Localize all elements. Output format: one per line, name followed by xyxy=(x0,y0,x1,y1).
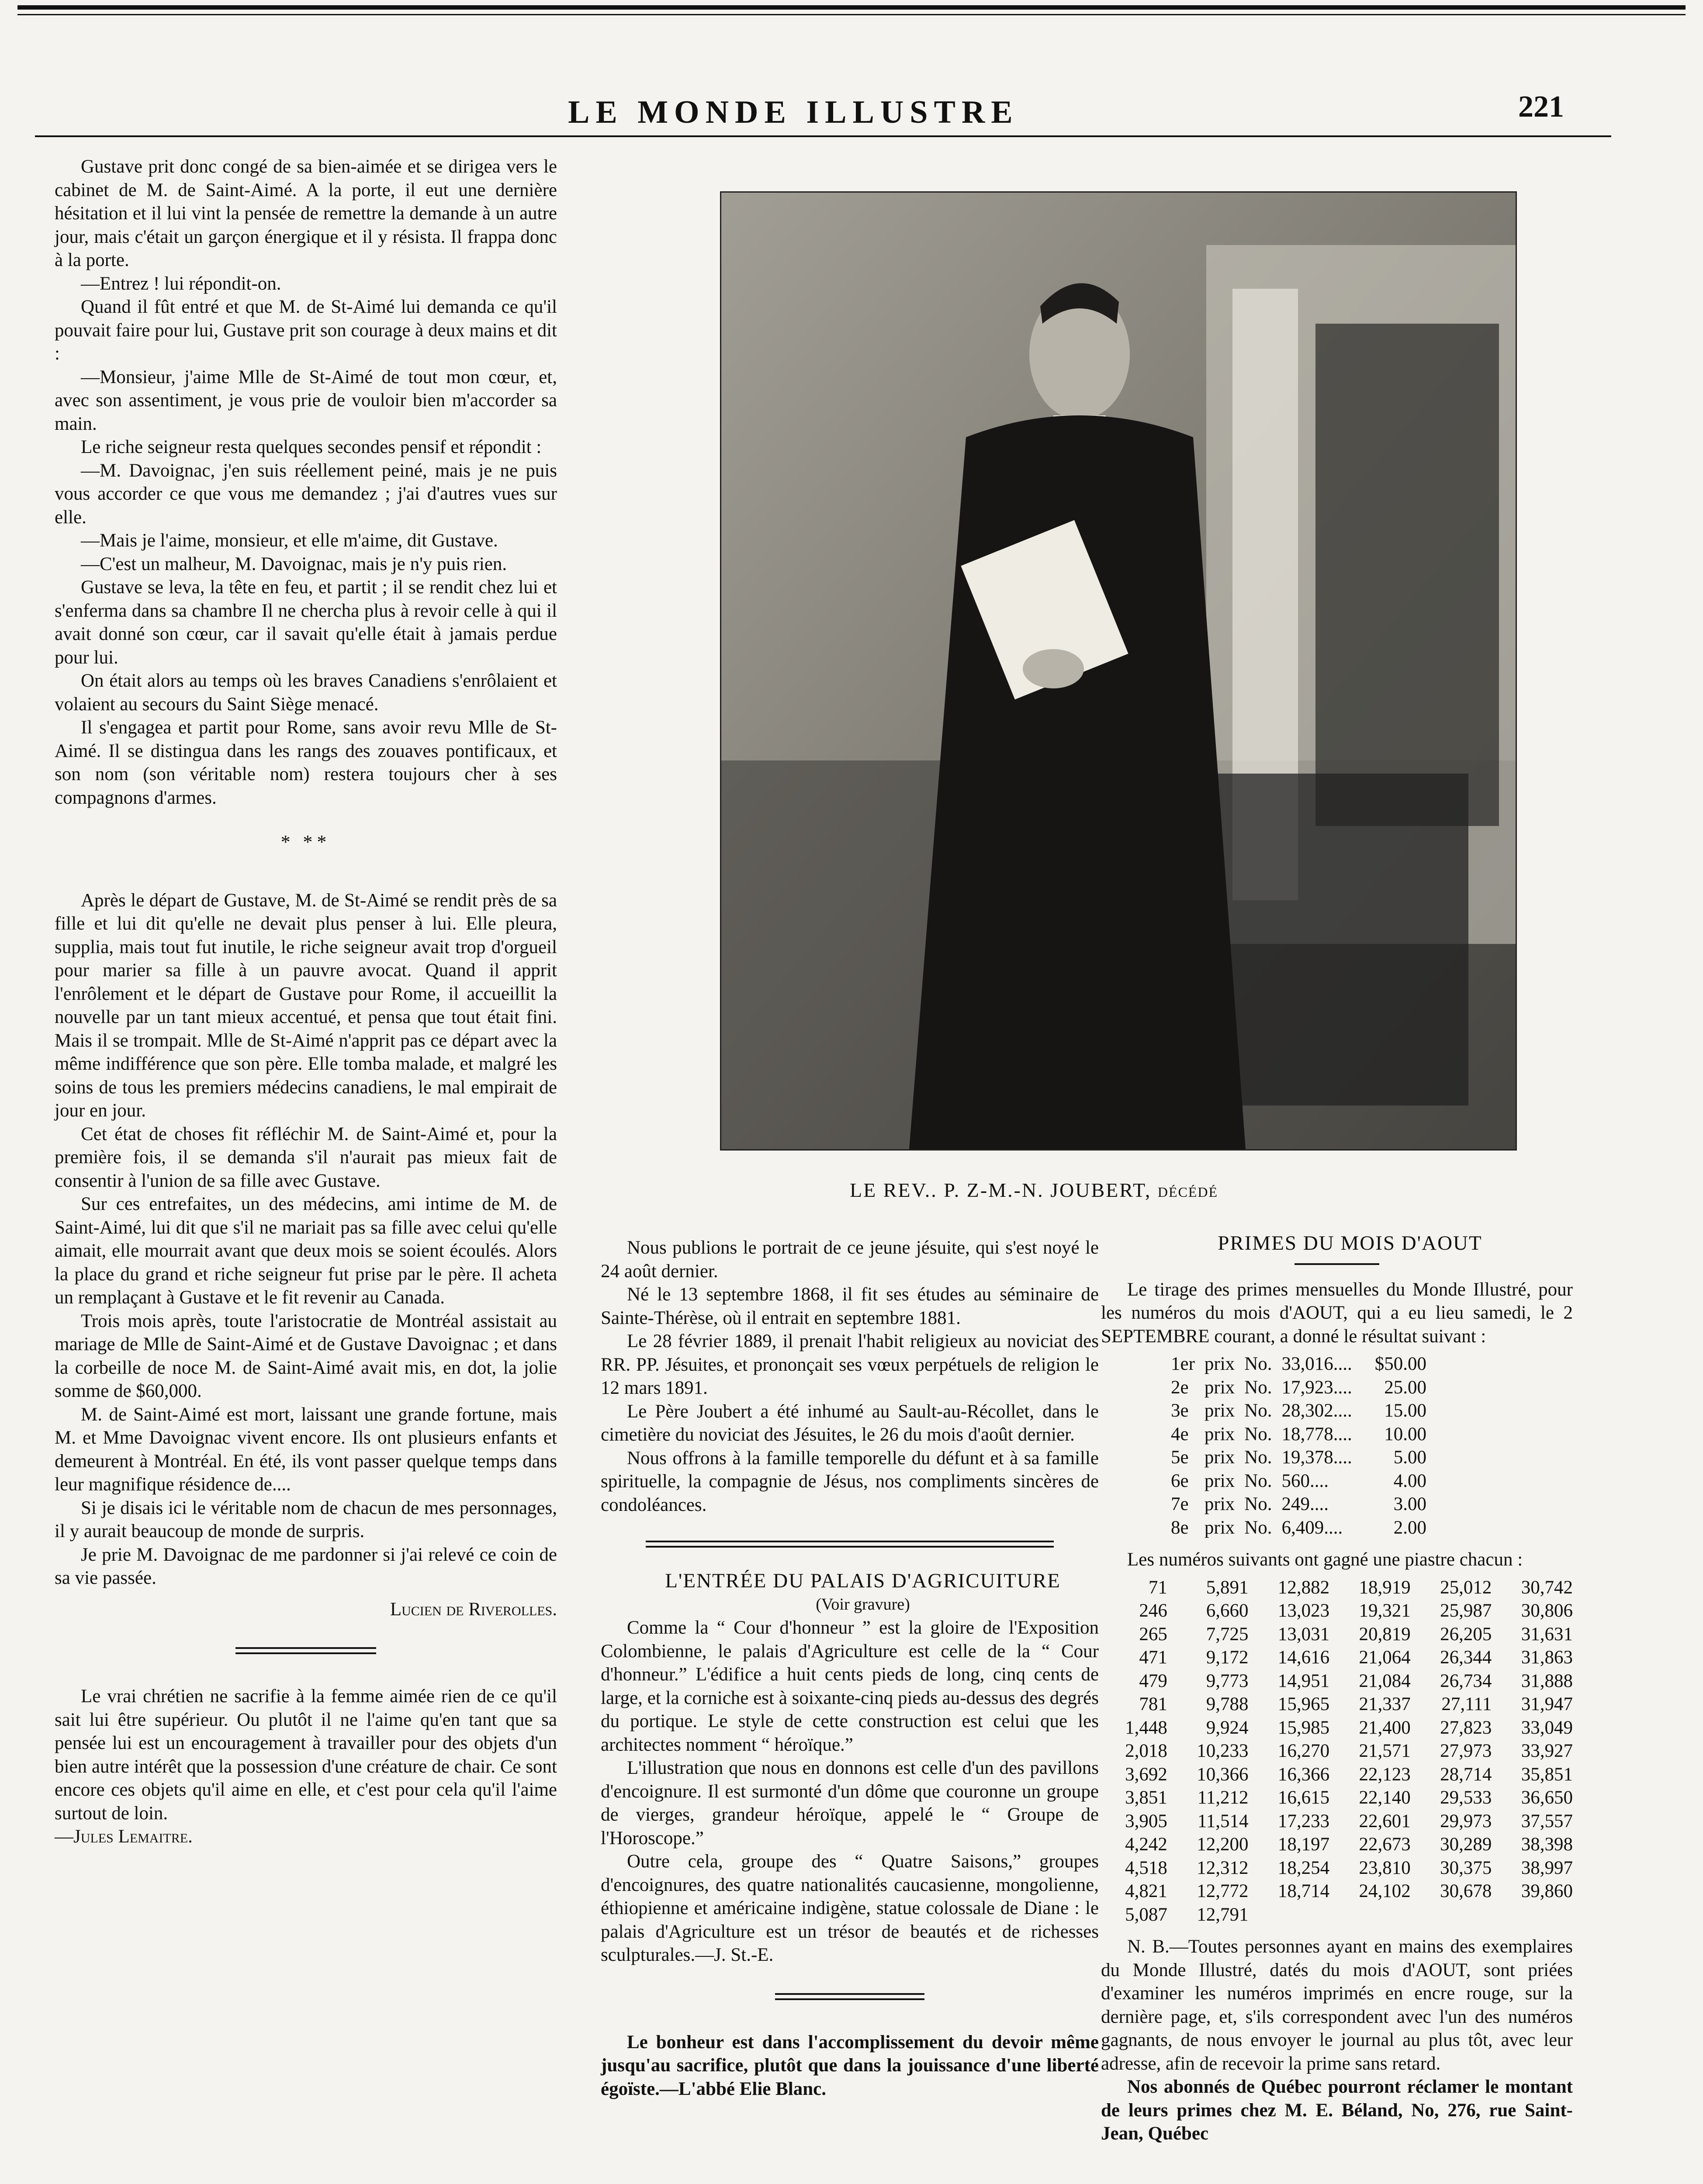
nb-notice: N. B.—Toutes personnes ayant en mains des exemplaires du Monde Illustré, datés du mois d'AOUT, sont priées d'examiner les numéros imprimés en encre rouge, sur la dernière page, et, s'ils correspondent avec l'un des numéros gagnants, de nous envoyer le journal au plus tôt, avec leur adresse, afin de recevoir la prime sans retard. xyxy=(1101,1936,1573,2074)
winning-number: 265 xyxy=(1139,1624,1167,1645)
winning-number: 3,851 xyxy=(1125,1787,1167,1808)
quote-text: Le vrai chrétien ne sacrifie à la femme aimée rien de ce qu'il sait lui être supérieur. Ou plutôt il ne l'aime qu'en tant que sa pensée lui est un encouragement à travailler pour des objets d'un bien autre intérêt que la possession d'une créature de chair. Ce sont encore ces objets qu'il aime en elle, et c'est pour cela qu'il l'aime surtout de loin. xyxy=(55,1686,557,1824)
prize-amount: $50.00 xyxy=(1374,1354,1426,1374)
story-paragraph: Gustave se leva, la tête en feu, et partit ; il se rendit chez lui et s'enferma dans sa chambre Il ne chercha plus à revoir celle à qui il avait donné son cœur, car il savait qu'elle était à jamais perdue pour lui. xyxy=(55,577,557,668)
bonheur-quote: Le bonheur est dans l'accomplissement du devoir même jusqu'au sacrifice, plutôt que dans la jouissance d'une liberté égoïste.—L'abbé Elie Blanc. xyxy=(601,2032,1099,2099)
winning-number: 26,344 xyxy=(1440,1647,1492,1668)
winning-number: 30,289 xyxy=(1440,1834,1492,1855)
story-paragraph: —Mais je l'aime, monsieur, et elle m'aime, dit Gustave. xyxy=(81,530,498,551)
story-paragraph: —Entrez ! lui répondit-on. xyxy=(81,273,281,294)
winning-number: 3,905 xyxy=(1125,1811,1167,1832)
page-number: 221 xyxy=(1518,90,1564,124)
prize-amount: 4.00 xyxy=(1393,1470,1426,1491)
prize-number: 18,778.... xyxy=(1281,1424,1352,1444)
palais-paragraph: Outre cela, groupe des “ Quatre Saisons,” groupes d'encoignures, des quatre nationalités caucasienne, mongolienne, éthiopienne et américaine indigène, statue colossale de Diane : le palais d'Agriculture est un trésor de beautés et de richesses sculpturales.—J. St.-E. xyxy=(601,1851,1099,1965)
story-paragraph: Sur ces entrefaites, un des médecins, ami intime de M. de Saint-Aimé, lui dit que s'il ne mariait pas sa fille avec celui qu'elle aimait, elle mourrait avant que deux mois se soient écoulés. Alors la place du grand et riche seigneur fut prise par le père. Il acheta un remplaçant à Gustave et le fit revenir au Canada. xyxy=(55,1194,557,1308)
winning-number: 39,860 xyxy=(1521,1881,1573,1901)
obituary-text xyxy=(601,1236,1099,1517)
story-paragraph: —Monsieur, j'aime Mlle de St-Aimé de tout mon cœur, et, avec son assentiment, je vous prie de vouloir bien m'accorder sa main. xyxy=(55,366,557,434)
prize-label: prix xyxy=(1204,1517,1235,1538)
winning-number: 16,615 xyxy=(1277,1787,1330,1808)
prize-rank: 3e xyxy=(1171,1400,1189,1421)
masthead-title: LE MONDE ILLUSTRE xyxy=(568,94,1019,130)
prize-no: No. xyxy=(1244,1470,1272,1491)
story-paragraph: —M. Davoignac, j'en suis réellement peiné, mais je ne puis vous accorder ce que vous me demandez ; j'ai d'autres vues sur elle. xyxy=(55,460,557,528)
winning-number: 38,997 xyxy=(1521,1857,1573,1878)
winning-number: 14,616 xyxy=(1277,1647,1330,1668)
prizes-table xyxy=(1171,1352,1436,1539)
winning-number: 11,514 xyxy=(1197,1811,1249,1832)
quote-author: —Jules Lemaitre. xyxy=(55,1826,193,1847)
winning-number xyxy=(1249,1903,1330,1927)
prize-label: prix xyxy=(1204,1424,1235,1444)
winning-number: 7,725 xyxy=(1206,1624,1249,1645)
prize-label: prix xyxy=(1204,1377,1235,1398)
prize-amount: 15.00 xyxy=(1384,1400,1426,1421)
story-paragraph: Quand il fût entré et que M. de St-Aimé lui demanda ce qu'il pouvait faire pour lui, Gustave prit son courage à deux mains et dit : xyxy=(55,297,557,364)
winning-number: 24,102 xyxy=(1359,1881,1411,1901)
portrait-caption-main: LE REV.. P. Z-M.-N. JOUBERT, xyxy=(850,1179,1152,1201)
winning-number: 22,673 xyxy=(1359,1834,1411,1855)
winning-numbers-table xyxy=(1101,1576,1573,1927)
obituary-paragraph: Nous offrons à la famille temporelle du défunt et à sa famille spirituelle, la compagnie de Jésus, nos compliments sincères de condoléances. xyxy=(601,1448,1099,1515)
prize-row xyxy=(1171,1469,1436,1493)
winning-number: 12,200 xyxy=(1197,1834,1249,1855)
winning-number: 9,788 xyxy=(1206,1694,1249,1714)
winning-number: 27,973 xyxy=(1440,1741,1492,1761)
prize-label: prix xyxy=(1204,1354,1235,1374)
story-paragraph: Gustave prit donc congé de sa bien-aimée et se dirigea vers le cabinet de M. de Saint-Aimé. A la porte, il eut une dernière hésitation et il lui vint la pensée de remettre la demande à un autre jour, mais c'était un garçon énergique et il y résista. Il frappa donc à la porte. xyxy=(55,156,557,270)
story-paragraph: Cet état de choses fit réfléchir M. de Saint-Aimé et, pour la première fois, il se demanda s'il n'aurait pas mieux fait de consentir à l'union de sa fille avec Gustave. xyxy=(55,1123,557,1191)
winning-number: 31,947 xyxy=(1521,1694,1573,1714)
right-column xyxy=(1101,1232,1573,2146)
obituary-paragraph: Le Père Joubert a été inhumé au Sault-au-Récollet, dans le cimetière du noviciat des Jésuites, le 26 du mois d'août dernier. xyxy=(601,1401,1099,1445)
winning-number: 10,366 xyxy=(1197,1764,1249,1785)
winning-number: 21,084 xyxy=(1359,1670,1411,1691)
prize-number: 17,923.... xyxy=(1281,1377,1352,1398)
prize-row xyxy=(1171,1423,1436,1446)
winning-number: 5,891 xyxy=(1206,1577,1249,1598)
winning-number: 12,882 xyxy=(1277,1577,1330,1598)
prize-no: No. xyxy=(1244,1400,1272,1421)
story-paragraph: Après le départ de Gustave, M. de St-Aimé se rendit près de sa fille et lui dit qu'elle ne devait plus penser à lui. Elle pleura, supplia, mais tout fut inutile, le riche seigneur avait trop d'orgueil pour marier sa fille à un pauvre avocat. Quand il apprit l'enrôlement et le départ de Gustave pour Rome, il accueillit la nouvelle par un tant mieux accentué, et pensa que tout était fini. Mais il se trompait. Mlle de St-Aimé n'apprit pas ce départ avec la même indifférence que son père. Elle tomba malade, et malgré les soins de tous les premiers médecins canadiens, le mal empirait de jour en jour. xyxy=(55,890,557,1121)
prize-label: prix xyxy=(1204,1494,1235,1514)
prize-row xyxy=(1171,1493,1436,1516)
prize-label: prix xyxy=(1204,1447,1235,1468)
primes-intro: Le tirage des primes mensuelles du Monde Illustré, pour les numéros du mois d'AOUT, qui a eu lieu samedi, le 2 SEPTEMBRE courant, a donné le résultat suivant : xyxy=(1101,1279,1573,1347)
winning-number: 13,023 xyxy=(1277,1600,1330,1621)
winning-number: 12,791 xyxy=(1197,1904,1249,1925)
double-rule-separator xyxy=(775,1993,924,2000)
winning-number: 27,111 xyxy=(1441,1694,1492,1714)
winning-numbers-row xyxy=(1101,1576,1573,1600)
prize-rank: 7e xyxy=(1171,1494,1189,1514)
story-paragraph: Trois mois après, toute l'aristocratie de Montréal assistait au mariage de Mlle de Saint-Aimé et de Gustave Davoignac ; et dans la corbeille de noce M. de Saint-Aimé avait mis, en dot, la jolie somme de $60,000. xyxy=(55,1310,557,1401)
winning-numbers-row xyxy=(1101,1623,1573,1646)
winning-number: 21,064 xyxy=(1359,1647,1411,1668)
double-rule-separator xyxy=(646,1541,1054,1548)
prize-amount: 5.00 xyxy=(1393,1447,1426,1468)
winning-number: 33,049 xyxy=(1521,1717,1573,1738)
winning-number: 22,140 xyxy=(1359,1787,1411,1808)
winning-number: 25,987 xyxy=(1440,1600,1492,1621)
winning-numbers-row xyxy=(1101,1810,1573,1833)
portrait-photo xyxy=(720,191,1517,1151)
winning-number: 71 xyxy=(1148,1577,1167,1598)
winning-number: 26,734 xyxy=(1440,1670,1492,1691)
story-paragraph: —C'est un malheur, M. Davoignac, mais je n'y puis rien. xyxy=(81,553,507,574)
winning-number: 28,714 xyxy=(1440,1764,1492,1785)
prize-amount: 10.00 xyxy=(1384,1424,1426,1444)
winning-numbers-row xyxy=(1101,1763,1573,1787)
prize-rank: 1er xyxy=(1171,1354,1195,1374)
story-part-2 xyxy=(55,889,557,1590)
prize-rank: 8e xyxy=(1171,1517,1189,1538)
winning-number: 18,197 xyxy=(1277,1834,1330,1855)
winning-numbers-row xyxy=(1101,1716,1573,1740)
winning-number: 15,965 xyxy=(1277,1694,1330,1714)
story-paragraph: On était alors au temps où les braves Canadiens s'enrôlaient et volaient au secours du Saint Siège menacé. xyxy=(55,670,557,715)
prize-row xyxy=(1171,1376,1436,1400)
prize-number: 6,409.... xyxy=(1281,1517,1343,1538)
winning-number xyxy=(1411,1903,1492,1927)
prize-no: No. xyxy=(1244,1494,1272,1514)
winning-number: 12,312 xyxy=(1197,1857,1249,1878)
prize-no: No. xyxy=(1244,1354,1272,1374)
middle-column xyxy=(601,1236,1099,2101)
winning-number: 31,888 xyxy=(1521,1670,1573,1691)
winning-number: 30,806 xyxy=(1521,1600,1573,1621)
winning-number: 38,398 xyxy=(1521,1834,1573,1855)
winning-number: 30,742 xyxy=(1521,1577,1573,1598)
winning-number: 479 xyxy=(1139,1670,1167,1691)
winning-number: 16,366 xyxy=(1277,1764,1330,1785)
winning-number: 10,233 xyxy=(1197,1741,1249,1761)
winning-number: 35,851 xyxy=(1521,1764,1573,1785)
short-rule xyxy=(1295,1263,1379,1265)
winning-number: 18,714 xyxy=(1277,1881,1330,1901)
palais-subheading: (Voir gravure) xyxy=(816,1595,910,1614)
winning-number: 17,233 xyxy=(1277,1811,1330,1832)
winning-number: 25,012 xyxy=(1440,1577,1492,1598)
winning-number: 22,123 xyxy=(1359,1764,1411,1785)
story-paragraph: Je prie M. Davoignac de me pardonner si j'ai relevé ce coin de sa vie passée. xyxy=(55,1544,557,1588)
winning-number: 21,400 xyxy=(1359,1717,1411,1738)
winning-number: 6,660 xyxy=(1206,1600,1249,1621)
winning-number: 471 xyxy=(1139,1647,1167,1668)
top-border-rule xyxy=(17,5,1686,10)
portrait-image xyxy=(721,193,1516,1149)
winning-numbers-row xyxy=(1101,1856,1573,1880)
winning-numbers-row xyxy=(1101,1833,1573,1856)
obituary-paragraph: Nous publions le portrait de ce jeune jésuite, qui s'est noyé le 24 août dernier. xyxy=(601,1237,1099,1282)
winning-number: 31,631 xyxy=(1521,1624,1573,1645)
prize-number: 33,016.... xyxy=(1281,1354,1352,1374)
winning-number: 1,448 xyxy=(1125,1717,1167,1738)
winning-number: 36,650 xyxy=(1521,1787,1573,1808)
winning-number: 29,533 xyxy=(1440,1787,1492,1808)
winning-number: 21,571 xyxy=(1359,1741,1411,1761)
prize-number: 560.... xyxy=(1281,1470,1329,1491)
winning-number: 9,773 xyxy=(1206,1670,1249,1691)
palais-paragraph: Comme la “ Cour d'honneur ” est la gloire de l'Exposition Colombienne, le palais d'Agriculture est celle de la “ Cour d'honneur.” L'édifice a huit cents pieds de long, cinq cents de large, et la corniche est à soixante-cinq pieds au-dessus des degrés du portique. Le style de cette construction est celui que les architectes nomment “ héroïque.” xyxy=(601,1617,1099,1755)
winning-number: 21,337 xyxy=(1359,1694,1411,1714)
prize-no: No. xyxy=(1244,1377,1272,1398)
prize-no: No. xyxy=(1244,1517,1272,1538)
left-column xyxy=(55,155,557,1849)
header-rule xyxy=(35,135,1611,137)
winning-number: 14,951 xyxy=(1277,1670,1330,1691)
prize-rank: 2e xyxy=(1171,1377,1189,1398)
winning-number: 4,242 xyxy=(1125,1834,1167,1855)
winning-number: 3,692 xyxy=(1125,1764,1167,1785)
quebec-notice: Nos abonnés de Québec pourront réclamer le montant de leurs primes chez M. E. Béland, No, 276, rue Saint-Jean, Québec xyxy=(1101,2077,1573,2144)
winning-number: 30,375 xyxy=(1440,1857,1492,1878)
winning-numbers-row xyxy=(1101,1599,1573,1623)
winning-number: 31,863 xyxy=(1521,1647,1573,1668)
section-stars: * ** xyxy=(280,831,331,853)
prize-label: prix xyxy=(1204,1470,1235,1491)
winning-numbers-row xyxy=(1101,1880,1573,1903)
winning-numbers-row xyxy=(1101,1646,1573,1669)
primes-heading: PRIMES DU MOIS D'AOUT xyxy=(1218,1232,1482,1254)
winning-number: 9,924 xyxy=(1206,1717,1249,1738)
winning-number: 12,772 xyxy=(1197,1881,1249,1901)
winning-numbers-row xyxy=(1101,1693,1573,1716)
portrait-caption-deceased: DÉCÉDÉ xyxy=(1157,1184,1218,1200)
prize-amount: 25.00 xyxy=(1384,1377,1426,1398)
winning-number: 15,985 xyxy=(1277,1717,1330,1738)
winning-number: 20,819 xyxy=(1359,1624,1411,1645)
winning-number: 246 xyxy=(1139,1600,1167,1621)
obituary-paragraph: Né le 13 septembre 1868, il fit ses études au séminaire de Sainte-Thérèse, où il entrait en septembre 1881. xyxy=(601,1284,1099,1328)
story-part-1 xyxy=(55,155,557,809)
winning-number: 30,678 xyxy=(1440,1881,1492,1901)
winning-number: 2,018 xyxy=(1125,1741,1167,1761)
prize-number: 19,378.... xyxy=(1281,1447,1352,1468)
story-paragraph: Le riche seigneur resta quelques secondes pensif et répondit : xyxy=(81,437,542,457)
prize-amount: 2.00 xyxy=(1393,1517,1426,1538)
prize-rank: 6e xyxy=(1171,1470,1189,1491)
winning-numbers-row xyxy=(1101,1903,1573,1927)
palais-text xyxy=(601,1616,1099,1967)
prize-row xyxy=(1171,1399,1436,1423)
prize-number: 28,302.... xyxy=(1281,1400,1352,1421)
winning-numbers-row xyxy=(1101,1669,1573,1693)
winning-number: 18,254 xyxy=(1277,1857,1330,1878)
portrait-caption xyxy=(850,1178,1218,1202)
prize-number: 249.... xyxy=(1281,1494,1329,1514)
winning-number: 19,321 xyxy=(1359,1600,1411,1621)
prize-label: prix xyxy=(1204,1400,1235,1421)
winning-number: 22,601 xyxy=(1359,1811,1411,1832)
prize-rank: 4e xyxy=(1171,1424,1189,1444)
winning-number: 29,973 xyxy=(1440,1811,1492,1832)
winning-number: 27,823 xyxy=(1440,1717,1492,1738)
prize-row xyxy=(1171,1352,1436,1376)
top-border-rule-thin xyxy=(17,14,1686,15)
prize-row xyxy=(1171,1446,1436,1469)
winning-number: 9,172 xyxy=(1206,1647,1249,1668)
winning-number: 11,212 xyxy=(1197,1787,1249,1808)
prize-amount: 3.00 xyxy=(1393,1494,1426,1514)
prize-no: No. xyxy=(1244,1424,1272,1444)
winning-number: 33,927 xyxy=(1521,1741,1573,1761)
obituary-paragraph: Le 28 février 1889, il prenait l'habit religieux au noviciat des RR. PP. Jésuites, et prononçait ses vœux perpétuels de religion le 12 mars 1891. xyxy=(601,1331,1099,1398)
prize-no: No. xyxy=(1244,1447,1272,1468)
winning-number xyxy=(1329,1903,1411,1927)
story-paragraph: Si je disais ici le véritable nom de chacun de mes personnages, il y aurait beaucoup de monde de surpris. xyxy=(55,1497,557,1541)
winning-numbers-row xyxy=(1101,1739,1573,1763)
winning-number: 16,270 xyxy=(1277,1741,1330,1761)
prize-rank: 5e xyxy=(1171,1447,1189,1468)
double-rule-separator xyxy=(235,1647,376,1654)
winning-number xyxy=(1492,1903,1573,1927)
story-signature: Lucien de Riverolles. xyxy=(390,1599,557,1620)
palais-heading: L'ENTRÉE DU PALAIS D'AGRICUITURE xyxy=(665,1569,1061,1592)
winning-number: 4,821 xyxy=(1125,1881,1167,1901)
story-paragraph: Il s'engagea et partit pour Rome, sans avoir revu Mlle de St-Aimé. Il se distingua dans les rangs des zouaves pontificaux, et son nom (son véritable nom) restera toujours cher à ses compagnons d'armes. xyxy=(55,717,557,808)
winning-number: 4,518 xyxy=(1125,1857,1167,1878)
piastre-intro: Les numéros suivants ont gagné une piastre chacun : xyxy=(1127,1549,1523,1570)
winning-number: 13,031 xyxy=(1277,1624,1330,1645)
winning-numbers-row xyxy=(1101,1786,1573,1810)
winning-number: 26,205 xyxy=(1440,1624,1492,1645)
winning-number: 781 xyxy=(1139,1694,1167,1714)
winning-number: 5,087 xyxy=(1125,1904,1167,1925)
winning-number: 18,919 xyxy=(1359,1577,1411,1598)
story-paragraph: M. de Saint-Aimé est mort, laissant une grande fortune, mais M. et Mme Davoignac vivent encore. Ils ont plusieurs enfants et demeurent à Montréal. En été, ils vont passer quelque temps dans leur magnifique résidence de.... xyxy=(55,1404,557,1495)
winning-number: 37,557 xyxy=(1521,1811,1573,1832)
winning-number: 23,810 xyxy=(1359,1857,1411,1878)
prize-row xyxy=(1171,1516,1436,1540)
palais-paragraph: L'illustration que nous en donnons est celle d'un des pavillons d'encoignure. Il est surmonté d'un dôme que couronne un groupe de vierges, grandeur héroïque, appelé le “ Groupe de l'Horoscope.” xyxy=(601,1758,1099,1849)
